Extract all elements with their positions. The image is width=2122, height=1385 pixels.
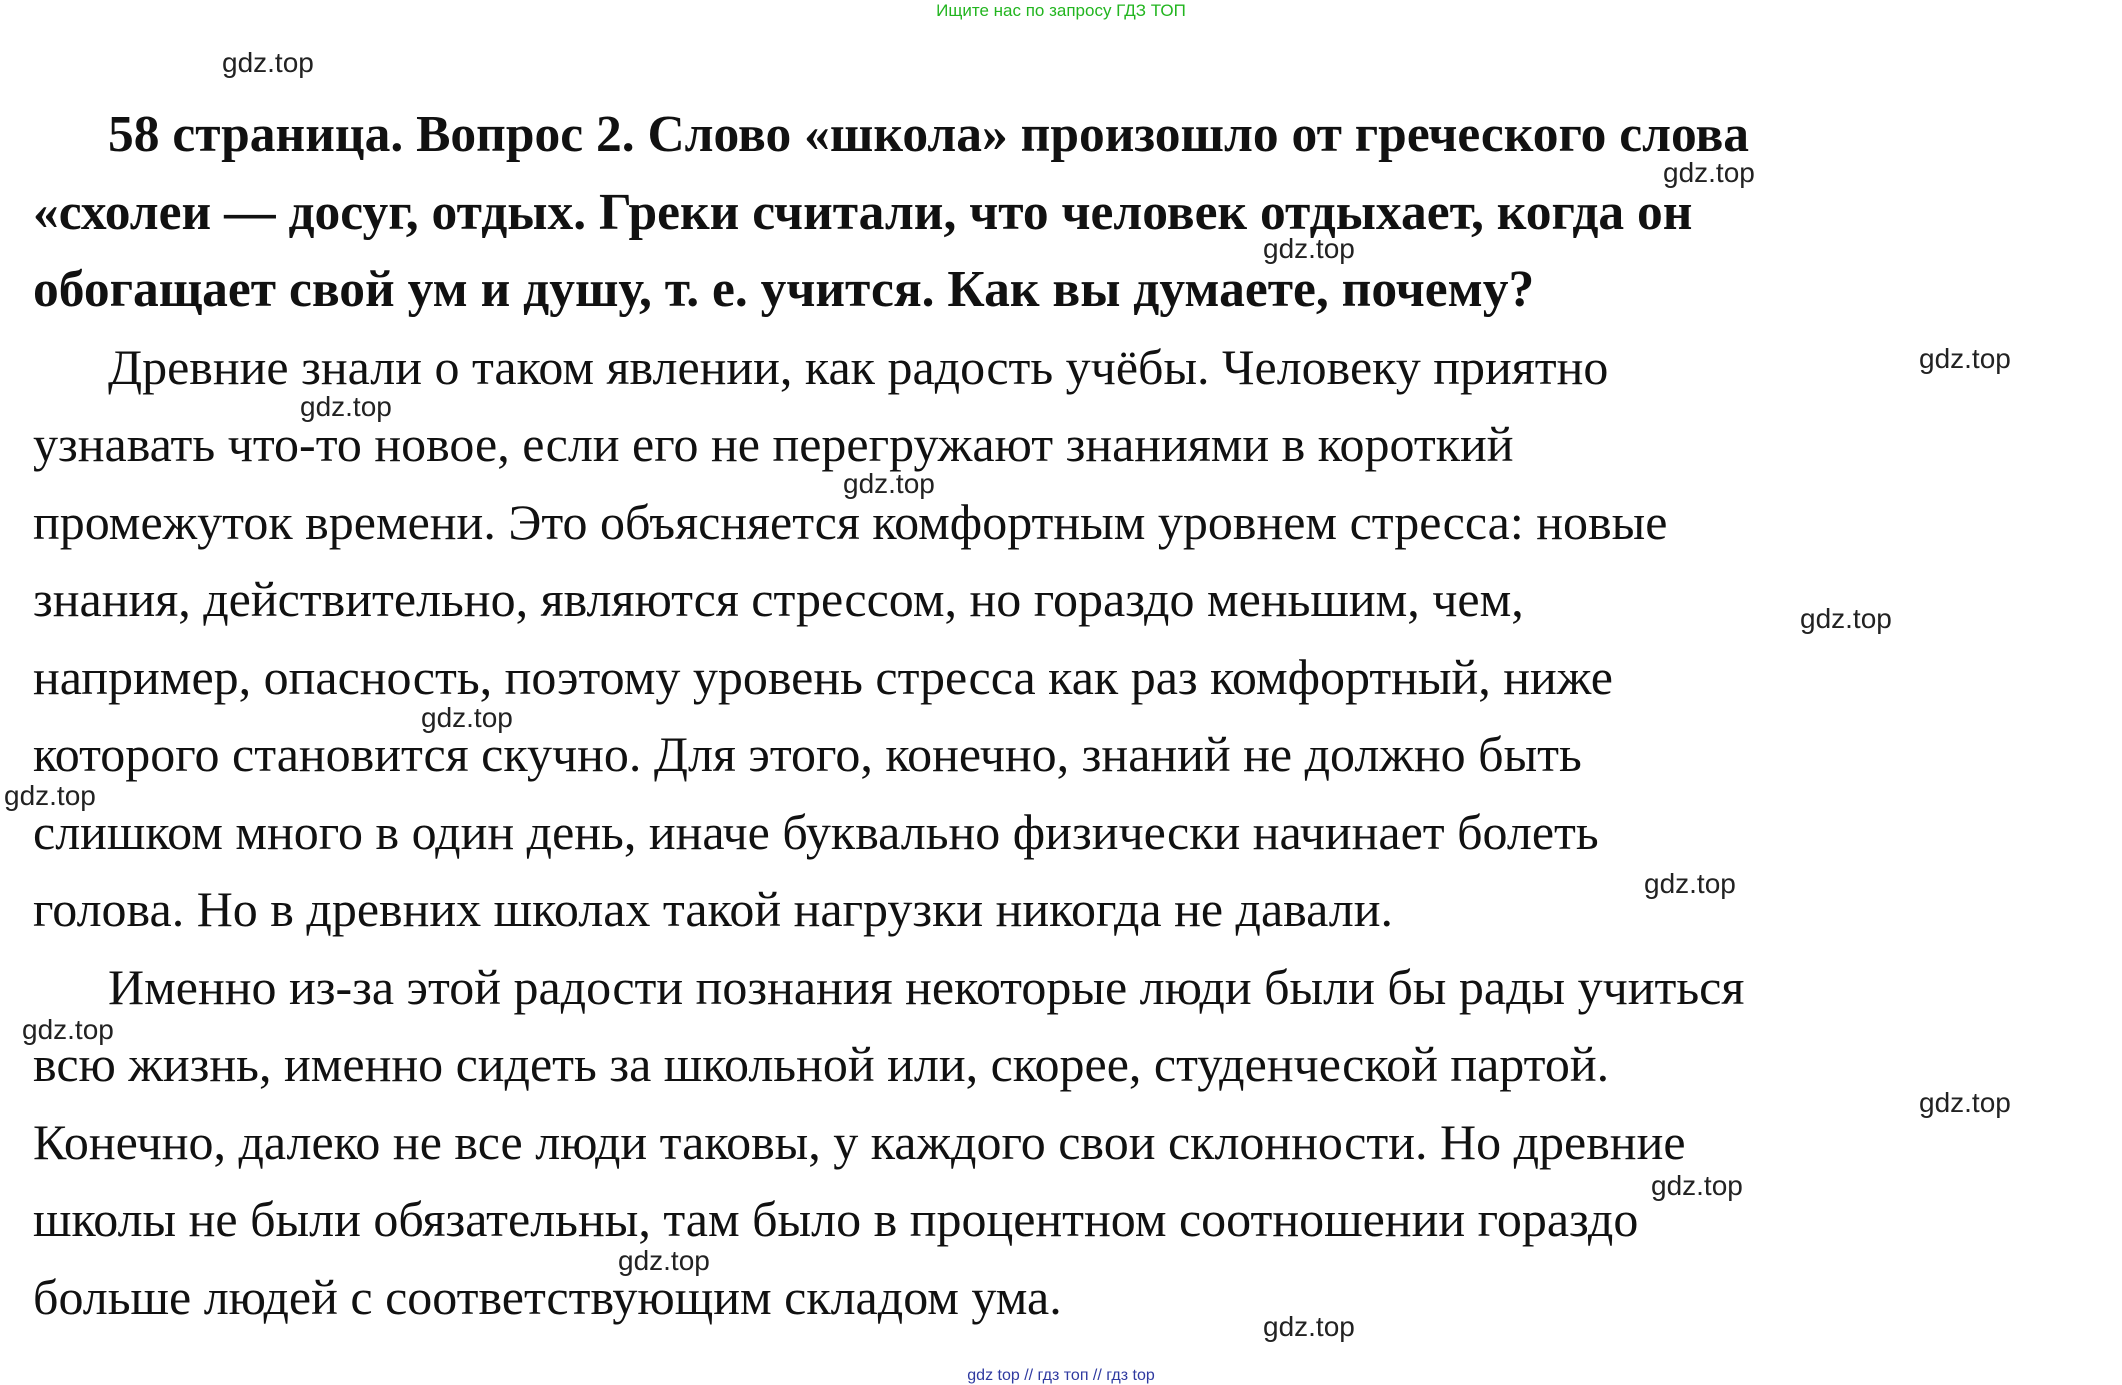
watermark: gdz.top <box>22 1014 114 1045</box>
watermark: gdz.top <box>421 702 513 733</box>
watermark: gdz.top <box>1919 343 2011 374</box>
watermark: gdz.top <box>618 1245 710 1276</box>
watermark: gdz.top <box>1644 868 1736 899</box>
watermark: gdz.top <box>1800 603 1892 634</box>
watermark: gdz.top <box>1651 1170 1743 1201</box>
watermark: gdz.top <box>1263 233 1355 264</box>
watermark: gdz.top <box>4 780 96 811</box>
top-banner: Ищите нас по запросу ГДЗ ТОП <box>936 1 1186 20</box>
watermark: gdz.top <box>1919 1087 2011 1118</box>
watermark: gdz.top <box>843 468 935 499</box>
watermark: gdz.top <box>222 47 314 78</box>
document-body <box>33 96 2073 1336</box>
watermark: gdz.top <box>1263 1311 1355 1342</box>
footer-links: gdz top // гдз топ // гдз top <box>967 1367 1155 1384</box>
answer-paragraph-2: Именно из-за этой радости познания некоторые люди были бы рады учиться всю жизнь, именно сидеть за школьной или, скорее, студенческой партой. Конечно, далеко не все люди таковы, у каждого свои склонности. Но древние школы не были обязательны, там было в процентном соотношении гораздо больше людей с соответствующим складом ума. <box>33 958 1745 1325</box>
watermark: gdz.top <box>1663 157 1755 188</box>
watermark: gdz.top <box>300 391 392 422</box>
answer-paragraph-1: Древние знали о таком явлении, как радость учёбы. Человеку приятно узнавать что-то новое, если его не перегружают знаниями в короткий промежуток времени. Это объясняется комфортным уровнем стресса: новые знания, действительно, являются стрессом, но гораздо меньшим, чем, например, опасность, поэтому уровень стресса как раз комфортный, ниже которого становится скучно. Для этого, конечно, знаний не должно быть слишком много в один день, иначе буквально физически начинает болеть голова. Но в древних школах такой нагрузки никогда не давали. <box>33 338 1668 937</box>
question-text: 58 страница. Вопрос 2. Слово «школа» произошло от греческого слова «схолеи — досуг, отдых. Греки считали, что человек отдыхает, когда он обогащает свой ум и душу, т. е. учится. Как вы думаете, почему? <box>33 106 1750 318</box>
